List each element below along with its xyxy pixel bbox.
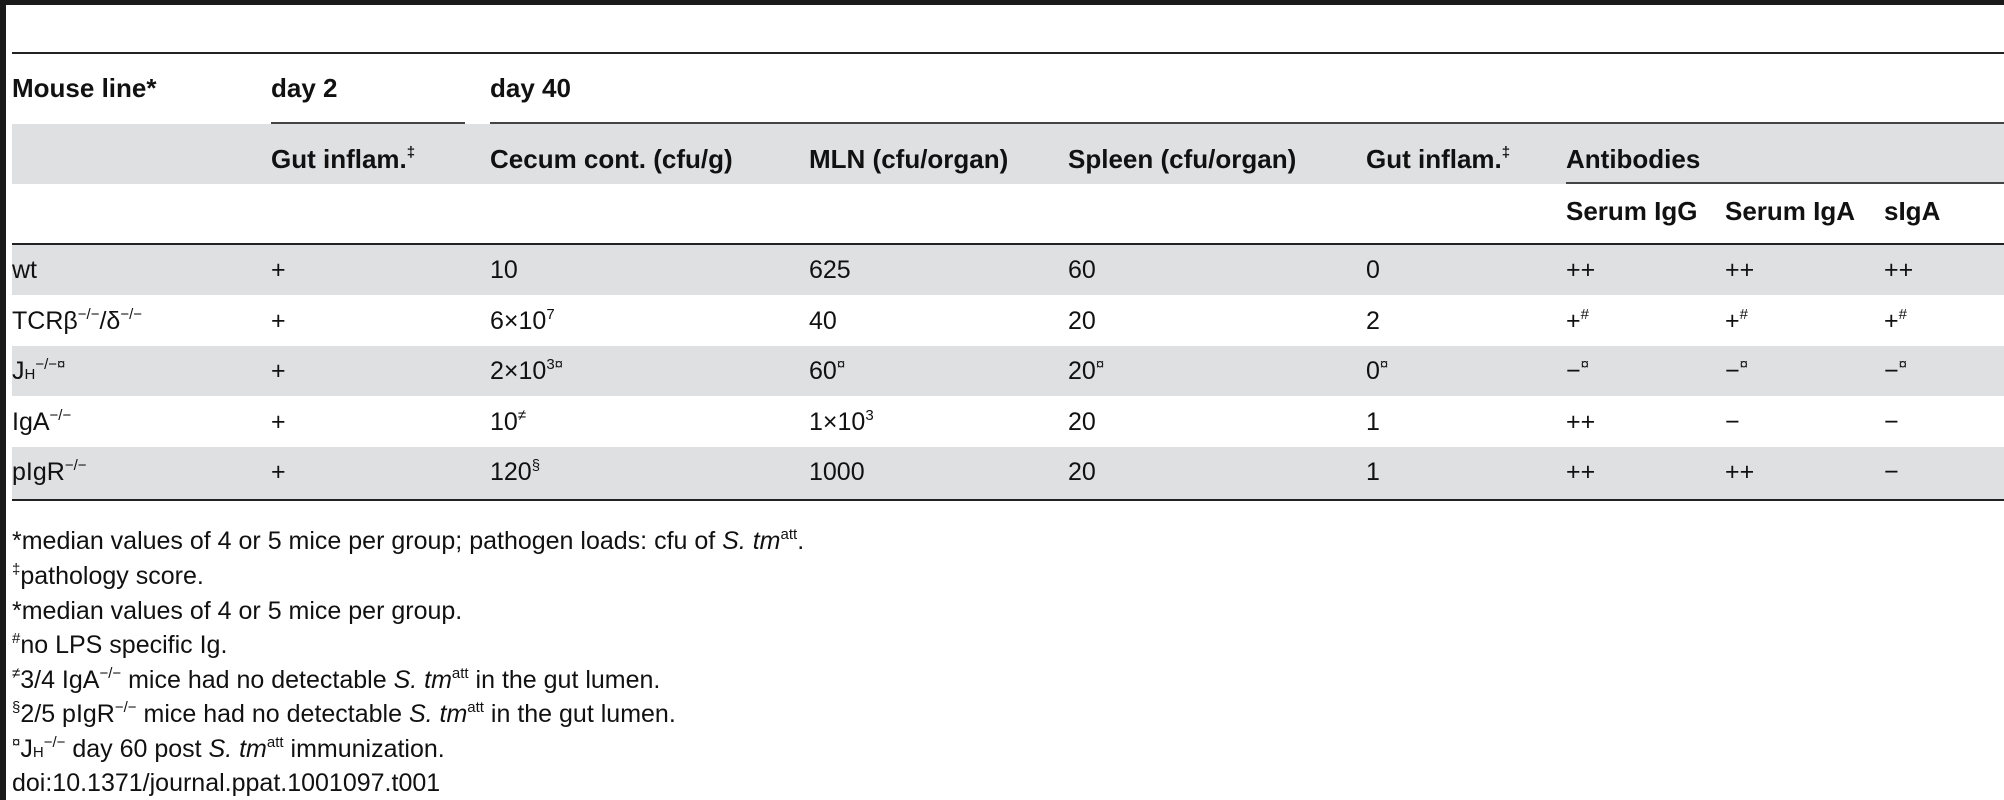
footnote-6: §2/5 pIgR−/− mice had no detectable S. $tm^{att}$ in the gut lumen. [12,699,676,728]
cell-mln: 625 [809,256,851,284]
header-mln: MLN (cfu/organ) [809,144,1009,174]
cell-mouse-line: TCRβ−/−/δ−/− [12,306,143,335]
cell-mln: 1000 [809,458,865,486]
cell-serum-igg: −¤ [1566,356,1589,385]
header-mouse-line: Mouse line* [12,73,157,103]
left-border [0,0,6,800]
header-day2: day 2 [271,73,338,103]
row-band-1 [12,245,2004,295]
cell-mln: 40 [809,307,837,335]
footnote-5: ≠3/4 IgA−/− mice had no detectable S. $tm^{att}$ in the gut lumen. [12,665,661,694]
cell-serum-iga: +# [1725,306,1748,335]
cell-siga: +# [1884,306,1907,335]
cell-mouse-line: wt [12,256,37,284]
cell-mouse-line: pIgR−/− [12,457,87,486]
cell-gut-day40: 0¤ [1366,356,1389,385]
cell-serum-iga: ++ [1725,256,1755,284]
header-spleen: Spleen (cfu/organ) [1068,144,1297,174]
antibodies-underline [1566,182,2004,184]
footnote-4: #no LPS specific Ig. [12,630,228,659]
header-day40: day 40 [490,73,571,103]
cell-siga: −¤ [1884,356,1907,385]
cell-serum-igg: +# [1566,306,1589,335]
cell-siga: − [1884,458,1899,486]
cell-spleen: 20 [1068,307,1096,335]
cell-cecum: $2\times 10^{3¤}$ [490,356,563,385]
cell-spleen: 60 [1068,256,1096,284]
cell-gut-day2: + [271,408,286,436]
footnote-2: ‡pathology score. [12,561,204,590]
header-serum-iga: Serum IgA [1725,196,1856,226]
cell-gut-day40: 2 [1366,307,1380,335]
cell-spleen: 20 [1068,458,1096,486]
row-band-3 [12,346,2004,396]
cell-gut-day2: + [271,256,286,284]
cell-mln: $1\times 10^3$ [809,407,874,436]
cell-serum-igg: ++ [1566,458,1596,486]
cell-serum-iga: − [1725,408,1740,436]
cell-gut-day40: 1 [1366,408,1380,436]
footnote-3: *median values of 4 or 5 mice per group. [12,597,463,625]
cell-spleen: 20¤ [1068,356,1105,385]
cell-gut-day2: + [271,307,286,335]
table-bottom-rule [12,499,2004,501]
cell-cecum: 10 [490,256,518,284]
table-top-rule [12,52,2004,54]
cell-mln: 60¤ [809,356,846,385]
header-serum-igg: Serum IgG [1566,196,1698,226]
header-cecum: Cecum cont. (cfu/g) [490,144,733,174]
top-border [0,0,2004,5]
footnote-1: *median values of 4 or 5 mice per group; pathogen loads: cfu of S. $tm^{att}$. [12,526,805,555]
cell-gut-day2: + [271,458,286,486]
header-siga: sIgA [1884,196,1941,226]
cell-serum-igg: ++ [1566,256,1596,284]
footnote-7: $^¤J_H^{-/-}$ day 60 post S. $tm^{att}$ immunization. [12,734,445,763]
cell-mouse-line: IgA−/− [12,407,72,436]
cell-cecum: 10≠ [490,407,527,436]
cell-gut-day40: 1 [1366,458,1380,486]
cell-gut-day40: 0 [1366,256,1380,284]
cell-mouse-line: $J_H^{-/-¤}$ [12,356,66,385]
cell-spleen: 20 [1068,408,1096,436]
cell-siga: ++ [1884,256,1914,284]
cell-serum-iga: ++ [1725,458,1755,486]
cell-serum-iga: −¤ [1725,356,1748,385]
doi-link[interactable]: doi:10.1371/journal.ppat.1001097.t001 [12,769,441,797]
cell-serum-igg: ++ [1566,408,1596,436]
header-antibodies: Antibodies [1566,144,1701,174]
row-band-5 [12,447,2004,499]
cell-cecum: $6\times 10^7$ [490,306,555,335]
header-gut-inflam-day2: Gut inflam.‡ [271,144,416,174]
cell-gut-day2: + [271,357,286,385]
cell-siga: − [1884,408,1899,436]
header-gut-inflam-day40: Gut inflam.‡ [1366,144,1511,174]
cell-cecum: 120§ [490,457,541,486]
